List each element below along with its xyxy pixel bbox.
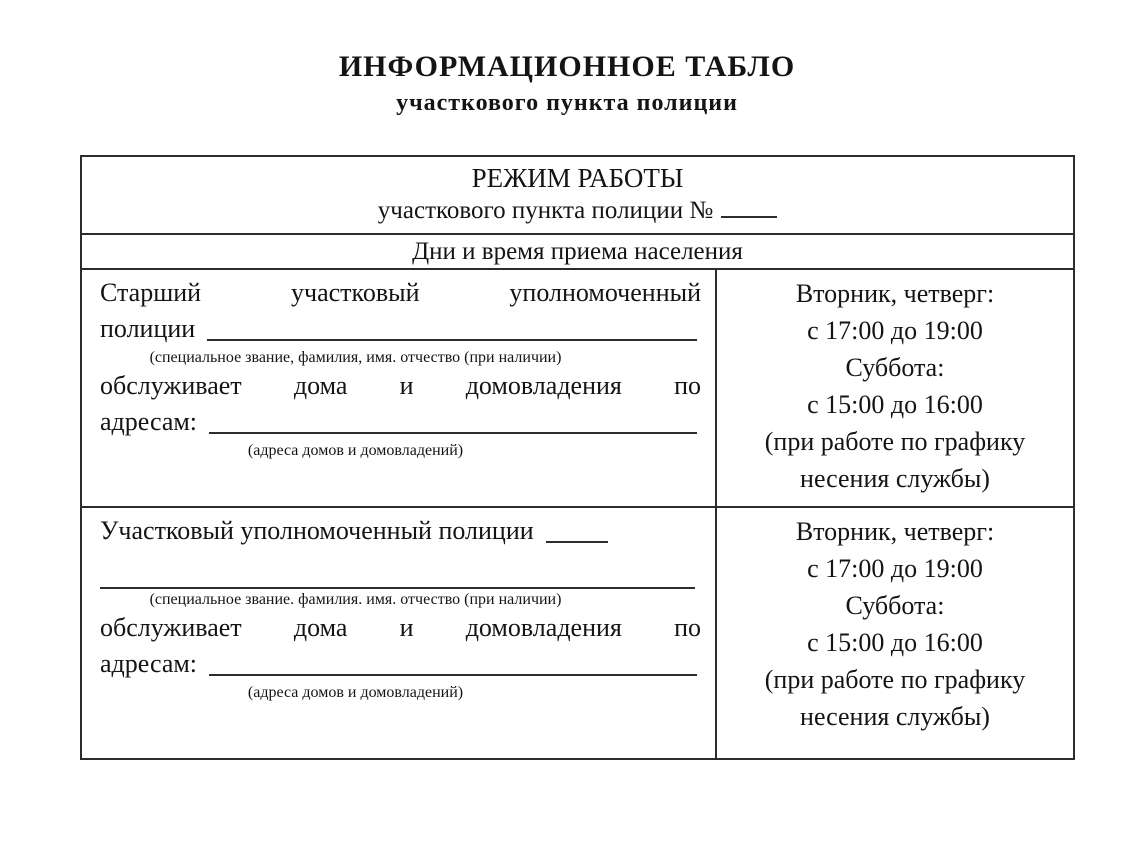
document-subtitle: участкового пункта полиции [396, 90, 738, 116]
schedule-line-time-2: с 15:00 до 16:00 [807, 628, 983, 657]
officer-row [82, 508, 1073, 758]
schedule-line-days-2: Суббота: [845, 353, 945, 382]
senior-officer-title-line: Старший участковый уполномоченный [100, 278, 701, 307]
days-header: Дни и время приема населения [82, 235, 1073, 270]
officer-name-blank-full [100, 549, 695, 589]
schedule-note-line-1: (при работе по графику [764, 665, 1026, 694]
senior-officer-row [82, 270, 1073, 508]
schedule-note-line-1: (при работе по графику [764, 427, 1026, 456]
schedule-line-days-1: Вторник, четверг: [795, 279, 995, 308]
schedule-line-days-1: Вторник, четверг: [795, 517, 995, 546]
officer-schedule-cell [717, 508, 1073, 758]
senior-officer-title-tail: полиции [100, 314, 196, 343]
officer-address-label: адресам: [100, 649, 198, 678]
senior-officer-name-line [100, 311, 701, 347]
senior-address-line [100, 404, 701, 440]
officer-address-line [100, 646, 701, 682]
schedule-line-time-1: с 17:00 до 19:00 [807, 316, 983, 345]
schedule-note-line-2: несения службы) [800, 464, 990, 493]
schedule-line-days-2: Суббота: [845, 591, 945, 620]
board-header-subtitle-text: участкового пункта полиции № [377, 197, 714, 224]
officer-rank-caption: (специальное звание. фамилия. имя. отчество (при наличии) [149, 591, 562, 608]
senior-address-caption: (адреса домов и домовладений) [247, 442, 464, 459]
board-header-title: РЕЖИМ РАБОТЫ [471, 163, 684, 193]
schedule-line-time-2: с 15:00 до 16:00 [807, 390, 983, 419]
officer-address-caption: (адреса домов и домовладений) [247, 684, 464, 701]
schedule-note-line-2: несения службы) [800, 702, 990, 731]
senior-officer-cell [82, 270, 717, 506]
board-header [82, 157, 1073, 235]
officer-name-blank-short [546, 513, 608, 543]
officer-address-blank [209, 646, 697, 676]
officer-title-text: Участковый уполномоченный полиции [100, 516, 534, 545]
officer-title-line [100, 513, 701, 549]
info-board-table [80, 155, 1075, 760]
senior-officer-name-blank [207, 311, 697, 341]
document-title: ИНФОРМАЦИОННОЕ ТАБЛО [338, 50, 796, 83]
senior-address-blank [209, 404, 697, 434]
board-header-subtitle [82, 195, 1073, 227]
schedule-line-time-1: с 17:00 до 19:00 [807, 554, 983, 583]
station-number-blank [721, 216, 777, 218]
senior-rank-caption: (специальное звание, фамилия, имя. отчество (при наличии) [149, 349, 562, 366]
senior-serves-line: обслуживает дома и домовладения по [100, 371, 701, 400]
senior-schedule-cell [717, 270, 1073, 506]
officer-serves-line: обслуживает дома и домовладения по [100, 613, 701, 642]
officer-cell [82, 508, 717, 758]
senior-address-label: адресам: [100, 407, 198, 436]
